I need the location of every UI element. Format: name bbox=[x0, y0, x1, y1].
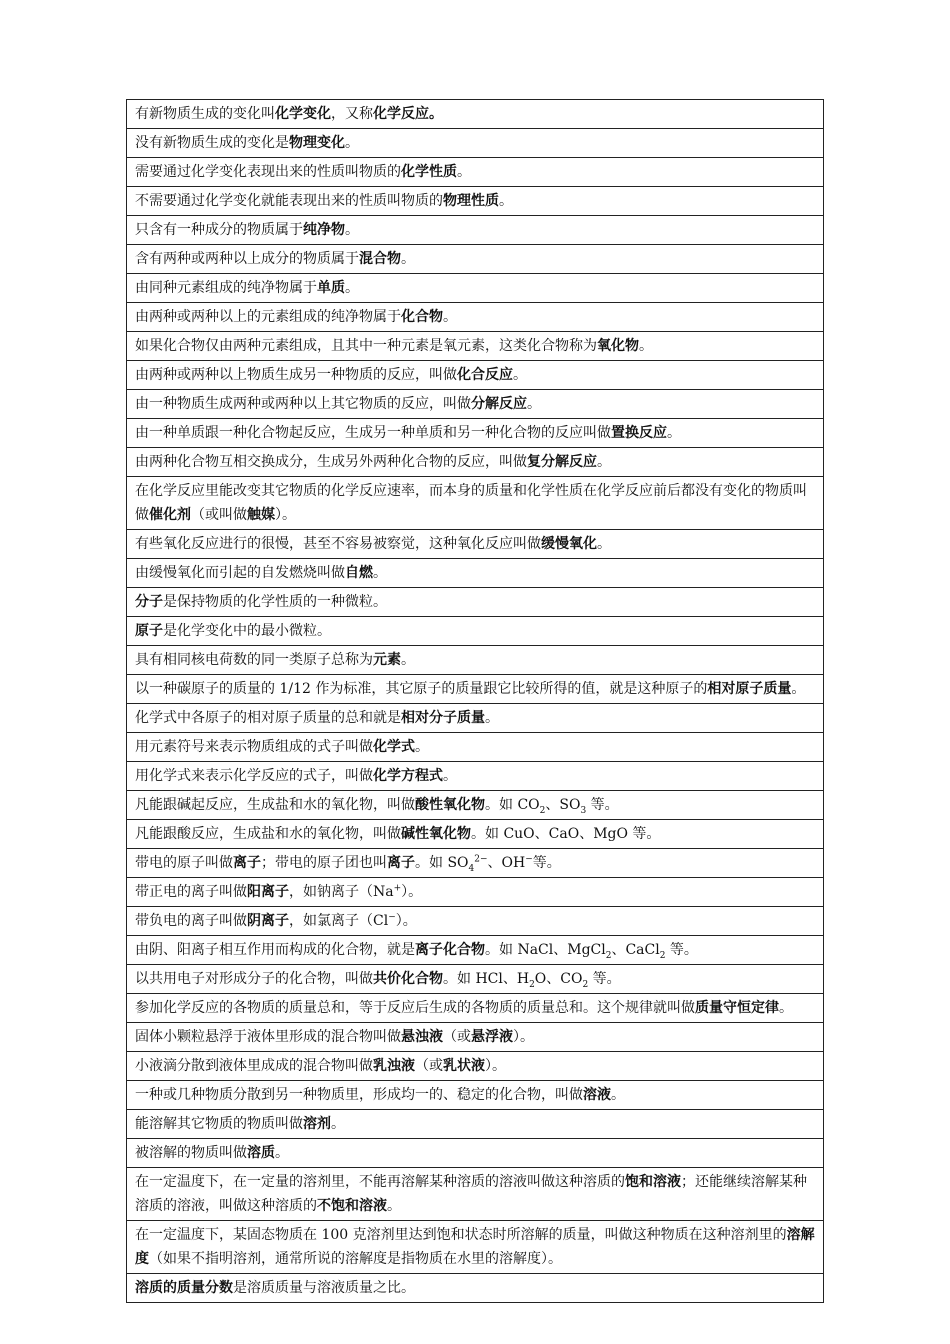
superscript: − bbox=[525, 854, 533, 865]
definition-text: 固体小颗粒悬浮于液体里形成的混合物叫做 bbox=[135, 1029, 401, 1045]
key-term: 共价化合物 bbox=[373, 971, 443, 987]
key-term: 悬浊液 bbox=[401, 1029, 443, 1045]
definition-row bbox=[127, 1274, 824, 1303]
definition-row bbox=[127, 1023, 824, 1052]
definition-cell bbox=[127, 1081, 824, 1110]
definition-text: 。 bbox=[513, 367, 527, 383]
definition-text: O、CO bbox=[534, 971, 583, 987]
key-term: 物理性质 bbox=[443, 193, 499, 209]
definition-cell bbox=[127, 1274, 824, 1303]
definition-text: 以一种碳原子的质量的 1/12 作为标准，其它原子的质量跟它比较所得的值，就是这种原子的 bbox=[135, 681, 708, 697]
definition-text: 、CaCl bbox=[611, 942, 660, 958]
definition-row bbox=[127, 762, 824, 791]
key-term: 乳状液 bbox=[443, 1058, 485, 1074]
definition-cell bbox=[127, 419, 824, 448]
definition-cell bbox=[127, 1139, 824, 1168]
key-term: 自燃 bbox=[345, 565, 373, 581]
definition-text: 。如 HCl、H bbox=[443, 971, 530, 987]
key-term: 触媒 bbox=[247, 507, 275, 523]
superscript: 2− bbox=[474, 854, 488, 865]
key-term: 质量守恒定律 bbox=[695, 1000, 779, 1016]
definition-text: （或 bbox=[415, 1058, 443, 1074]
definition-text: 。 bbox=[387, 1198, 401, 1214]
definition-text: 等。 bbox=[586, 797, 619, 813]
definitions-table bbox=[126, 99, 824, 1303]
definition-cell bbox=[127, 907, 824, 936]
definition-text: 在化学反应里能改变其它物质的化学反应速率，而本身的质量和化学性质在化学反应前后都没有变化的物质叫做 bbox=[135, 483, 807, 523]
definition-cell bbox=[127, 878, 824, 907]
key-term: 溶液 bbox=[583, 1087, 611, 1103]
definition-text: 由缓慢氧化而引起的自发燃烧叫做 bbox=[135, 565, 345, 581]
definition-cell bbox=[127, 675, 824, 704]
definition-text: ；还能继续溶解某种溶质的溶液，叫做这种溶质的 bbox=[135, 1174, 807, 1214]
definition-text: 。如 CO bbox=[485, 797, 540, 813]
definition-text: ）。 bbox=[395, 913, 417, 929]
definition-row bbox=[127, 559, 824, 588]
definition-text: 以共用电子对形成分子的化合物，叫做 bbox=[135, 971, 373, 987]
definition-text: ；带电的原子团也叫 bbox=[261, 855, 387, 871]
definition-text: 。 bbox=[373, 565, 387, 581]
key-term: 溶剂 bbox=[303, 1116, 331, 1132]
definition-text: 。 bbox=[667, 425, 681, 441]
definition-row bbox=[127, 1052, 824, 1081]
definition-text: 。 bbox=[527, 396, 541, 412]
definition-row bbox=[127, 158, 824, 187]
definition-text: （或 bbox=[443, 1029, 471, 1045]
definition-row bbox=[127, 361, 824, 390]
definition-text: 。 bbox=[597, 454, 611, 470]
definition-cell bbox=[127, 1221, 824, 1274]
definition-row bbox=[127, 216, 824, 245]
definition-text: 由一种单质跟一种化合物起反应，生成另一种单质和另一种化合物的反应叫做 bbox=[135, 425, 611, 441]
definition-cell bbox=[127, 762, 824, 791]
definition-text: 。 bbox=[345, 280, 359, 296]
key-term: 相对原子质量 bbox=[707, 681, 792, 697]
definition-text: 。 bbox=[639, 338, 653, 354]
key-term: 饱和溶液 bbox=[625, 1174, 681, 1190]
definition-cell bbox=[127, 936, 824, 965]
key-term: 化学变化 bbox=[275, 106, 331, 122]
definition-cell bbox=[127, 477, 824, 530]
definition-cell bbox=[127, 1023, 824, 1052]
key-term: 相对分子质量 bbox=[401, 710, 485, 726]
definition-text: 有新物质生成的变化叫 bbox=[135, 106, 275, 122]
definition-text: 没有新物质生成的变化是 bbox=[135, 135, 289, 151]
definition-text: 是化学变化中的最小微粒。 bbox=[163, 623, 331, 639]
definition-cell bbox=[127, 704, 824, 733]
definition-row bbox=[127, 675, 824, 704]
definition-text: 用化学式来表示化学反应的式子，叫做 bbox=[135, 768, 373, 784]
definition-text: 在一定温度下，某固态物质在 100 克溶剂里达到饱和状态时所溶解的质量，叫做这种物质在这种溶剂里的 bbox=[135, 1227, 787, 1243]
definition-text: 。如 CuO、CaO、MgO 等。 bbox=[471, 826, 661, 842]
key-term: 化学式 bbox=[373, 739, 415, 755]
key-term: 置换反应 bbox=[611, 425, 667, 441]
definition-text: 有些氧化反应进行的很慢，甚至不容易被察觉，这种氧化反应叫做 bbox=[135, 536, 541, 552]
definition-text: 凡能跟酸反应，生成盐和水的氧化物，叫做 bbox=[135, 826, 401, 842]
definition-cell bbox=[127, 733, 824, 762]
subscript: 2 bbox=[582, 979, 589, 990]
definition-text: 等。 bbox=[588, 971, 621, 987]
definition-text: 由两种或两种以上的元素组成的纯净物属于 bbox=[135, 309, 401, 325]
definition-row bbox=[127, 1139, 824, 1168]
definition-cell bbox=[127, 617, 824, 646]
definition-text: 在一定温度下，在一定量的溶剂里，不能再溶解某种溶质的溶液叫做这种溶质的 bbox=[135, 1174, 625, 1190]
definition-row bbox=[127, 1110, 824, 1139]
definition-text: 。 bbox=[443, 309, 457, 325]
definition-cell bbox=[127, 158, 824, 187]
definition-text: 由两种或两种以上物质生成另一种物质的反应，叫做 bbox=[135, 367, 457, 383]
definition-row bbox=[127, 704, 824, 733]
definition-row bbox=[127, 245, 824, 274]
definition-text: 参加化学反应的各物质的质量总和，等于反应后生成的各物质的质量总和。这个规律就叫做 bbox=[135, 1000, 695, 1016]
definition-cell bbox=[127, 965, 824, 994]
definition-text: 凡能跟碱起反应，生成盐和水的氧化物，叫做 bbox=[135, 797, 415, 813]
subscript: 2 bbox=[539, 805, 546, 816]
definition-text: 。 bbox=[597, 536, 611, 552]
definitions-table-body bbox=[127, 100, 824, 1303]
definition-text: ）。 bbox=[275, 507, 296, 523]
key-term: 不饱和溶液 bbox=[317, 1198, 387, 1214]
definition-text: 含有两种或两种以上成分的物质属于 bbox=[135, 251, 359, 267]
key-term: 酸性氧化物 bbox=[415, 797, 485, 813]
key-term: 分解反应 bbox=[471, 396, 527, 412]
key-term: 纯净物 bbox=[303, 222, 345, 238]
definition-row bbox=[127, 100, 824, 129]
definition-text: 。 bbox=[415, 739, 429, 755]
definition-row bbox=[127, 129, 824, 158]
key-term: 化合反应 bbox=[457, 367, 513, 383]
key-term: 原子 bbox=[135, 623, 163, 639]
definition-text: （或叫做 bbox=[191, 507, 247, 523]
definition-cell bbox=[127, 559, 824, 588]
definition-text: 由阴、阳离子相互作用而构成的化合物，就是 bbox=[135, 942, 415, 958]
subscript: 2 bbox=[529, 979, 535, 990]
key-term: 阳离子 bbox=[247, 884, 289, 900]
definition-row bbox=[127, 646, 824, 675]
definition-text: 。 bbox=[779, 1000, 793, 1016]
key-term: 化学性质 bbox=[401, 164, 457, 180]
definition-cell bbox=[127, 332, 824, 361]
definition-cell bbox=[127, 245, 824, 274]
key-term: 溶解度 bbox=[135, 1227, 815, 1267]
definition-row bbox=[127, 588, 824, 617]
definition-cell bbox=[127, 216, 824, 245]
definition-text: 等。 bbox=[665, 942, 698, 958]
definition-row bbox=[127, 1221, 824, 1274]
definition-text: 带正电的离子叫做 bbox=[135, 884, 247, 900]
definition-text: ）。 bbox=[401, 884, 423, 900]
definition-text: ，如钠离子（Na bbox=[289, 884, 394, 900]
definition-cell bbox=[127, 1110, 824, 1139]
definition-text: 。 bbox=[345, 222, 359, 238]
key-term: 化学方程式 bbox=[373, 768, 443, 784]
definition-text: 是溶质质量与溶液质量之比。 bbox=[233, 1280, 415, 1296]
definition-text: 由同种元素组成的纯净物属于 bbox=[135, 280, 317, 296]
definition-text: 。 bbox=[401, 652, 415, 668]
definition-row bbox=[127, 1081, 824, 1110]
subscript: 4 bbox=[468, 863, 475, 874]
definition-cell bbox=[127, 1052, 824, 1081]
definition-row bbox=[127, 907, 824, 936]
definition-text: ，如氯离子（Cl bbox=[289, 913, 389, 929]
definition-cell bbox=[127, 390, 824, 419]
definition-row bbox=[127, 448, 824, 477]
definition-text: 由两种化合物互相交换成分，生成另外两种化合物的反应，叫做 bbox=[135, 454, 527, 470]
definition-row bbox=[127, 419, 824, 448]
definition-cell bbox=[127, 448, 824, 477]
definition-text: 。 bbox=[611, 1087, 625, 1103]
definition-text: 具有相同核电荷数的同一类原子总称为 bbox=[135, 652, 373, 668]
subscript: 2 bbox=[659, 950, 666, 961]
key-term: 氧化物 bbox=[597, 338, 639, 354]
definition-text: 被溶解的物质叫做 bbox=[135, 1145, 247, 1161]
definition-text: 小液滴分散到液体里成成的混合物叫做 bbox=[135, 1058, 373, 1074]
key-term: 单质 bbox=[317, 280, 345, 296]
key-term: 离子 bbox=[387, 855, 415, 871]
key-term: 催化剂 bbox=[149, 507, 191, 523]
definition-text: 如果化合物仅由两种元素组成，且其中一种元素是氧元素，这类化合物称为 bbox=[135, 338, 597, 354]
definition-row bbox=[127, 849, 824, 878]
definition-text: 只含有一种成分的物质属于 bbox=[135, 222, 303, 238]
key-term: 溶质 bbox=[247, 1145, 275, 1161]
key-term: 溶质的质量分数 bbox=[135, 1280, 233, 1296]
definition-row bbox=[127, 965, 824, 994]
definition-text: 。 bbox=[457, 164, 471, 180]
definition-text: 。 bbox=[499, 193, 513, 209]
key-term: 分子 bbox=[135, 594, 163, 610]
definition-text: 。 bbox=[331, 1116, 345, 1132]
definition-row bbox=[127, 477, 824, 530]
definition-text: 化学式中各原子的相对原子质量的总和就是 bbox=[135, 710, 401, 726]
key-term: 化合物 bbox=[401, 309, 443, 325]
definition-text: 。如 SO bbox=[415, 855, 469, 871]
definition-text: 。 bbox=[485, 710, 499, 726]
definition-text: 带负电的离子叫做 bbox=[135, 913, 247, 929]
subscript: 2 bbox=[605, 950, 612, 961]
key-term: 元素 bbox=[373, 652, 401, 668]
definition-row bbox=[127, 530, 824, 559]
definition-cell bbox=[127, 1168, 824, 1221]
definition-row bbox=[127, 878, 824, 907]
definition-cell bbox=[127, 274, 824, 303]
subscript: 3 bbox=[580, 805, 587, 816]
key-term: 离子化合物 bbox=[415, 942, 485, 958]
definition-text: 不需要通过化学变化就能表现出来的性质叫物质的 bbox=[135, 193, 443, 209]
definition-text: 一种或几种物质分散到另一种物质里，形成均一的、稳定的化合物，叫做 bbox=[135, 1087, 583, 1103]
superscript: + bbox=[393, 883, 402, 894]
key-term: 乳浊液 bbox=[373, 1058, 415, 1074]
definition-row bbox=[127, 187, 824, 216]
definition-cell bbox=[127, 100, 824, 129]
key-term: 混合物 bbox=[359, 251, 401, 267]
definition-text: ）。 bbox=[485, 1058, 506, 1074]
key-term: 缓慢氧化 bbox=[541, 536, 597, 552]
key-term: 物理变化 bbox=[289, 135, 345, 151]
key-term: 复分解反应 bbox=[527, 454, 597, 470]
definition-text: 。 bbox=[791, 681, 806, 697]
definition-text: 。 bbox=[345, 135, 359, 151]
definition-cell bbox=[127, 820, 824, 849]
definition-text: 。 bbox=[401, 251, 415, 267]
definition-row bbox=[127, 617, 824, 646]
definition-text: 能溶解其它物质的物质叫做 bbox=[135, 1116, 303, 1132]
definition-row bbox=[127, 1168, 824, 1221]
definition-text: 。 bbox=[443, 768, 457, 784]
definition-cell bbox=[127, 994, 824, 1023]
definition-text: 用元素符号来表示物质组成的式子叫做 bbox=[135, 739, 373, 755]
key-term: 悬浮液 bbox=[471, 1029, 513, 1045]
key-term: 离子 bbox=[233, 855, 261, 871]
definition-text: 带电的原子叫做 bbox=[135, 855, 233, 871]
definition-text: 是保持物质的化学性质的一种微粒。 bbox=[163, 594, 387, 610]
definition-text: 、OH bbox=[487, 855, 526, 871]
key-term: 碱性氧化物 bbox=[401, 826, 471, 842]
key-term: 阴离子 bbox=[247, 913, 289, 929]
definition-cell bbox=[127, 849, 824, 878]
definition-text: 等。 bbox=[532, 855, 561, 871]
definition-cell bbox=[127, 791, 824, 820]
superscript: − bbox=[388, 912, 396, 923]
definition-text: 需要通过化学变化表现出来的性质叫物质的 bbox=[135, 164, 401, 180]
key-term: 化学反应。 bbox=[373, 106, 443, 122]
definition-text: （如果不指明溶剂，通常所说的溶解度是指物质在水里的溶解度）。 bbox=[149, 1251, 562, 1267]
definition-cell bbox=[127, 361, 824, 390]
definition-row bbox=[127, 791, 824, 820]
definition-text: ）。 bbox=[513, 1029, 534, 1045]
definition-row bbox=[127, 820, 824, 849]
definition-text: 由一种物质生成两种或两种以上其它物质的反应，叫做 bbox=[135, 396, 471, 412]
definition-cell bbox=[127, 129, 824, 158]
definition-row bbox=[127, 936, 824, 965]
definition-text: 、SO bbox=[545, 797, 581, 813]
definition-row bbox=[127, 274, 824, 303]
definition-cell bbox=[127, 303, 824, 332]
definition-cell bbox=[127, 187, 824, 216]
definition-text: 。如 NaCl、MgCl bbox=[485, 942, 606, 958]
definition-cell bbox=[127, 530, 824, 559]
definition-text: ，又称 bbox=[331, 106, 373, 122]
definition-cell bbox=[127, 588, 824, 617]
definition-row bbox=[127, 390, 824, 419]
definition-row bbox=[127, 733, 824, 762]
definition-text: 。 bbox=[275, 1145, 289, 1161]
definition-row bbox=[127, 303, 824, 332]
definition-cell bbox=[127, 646, 824, 675]
definition-row bbox=[127, 994, 824, 1023]
definition-row bbox=[127, 332, 824, 361]
